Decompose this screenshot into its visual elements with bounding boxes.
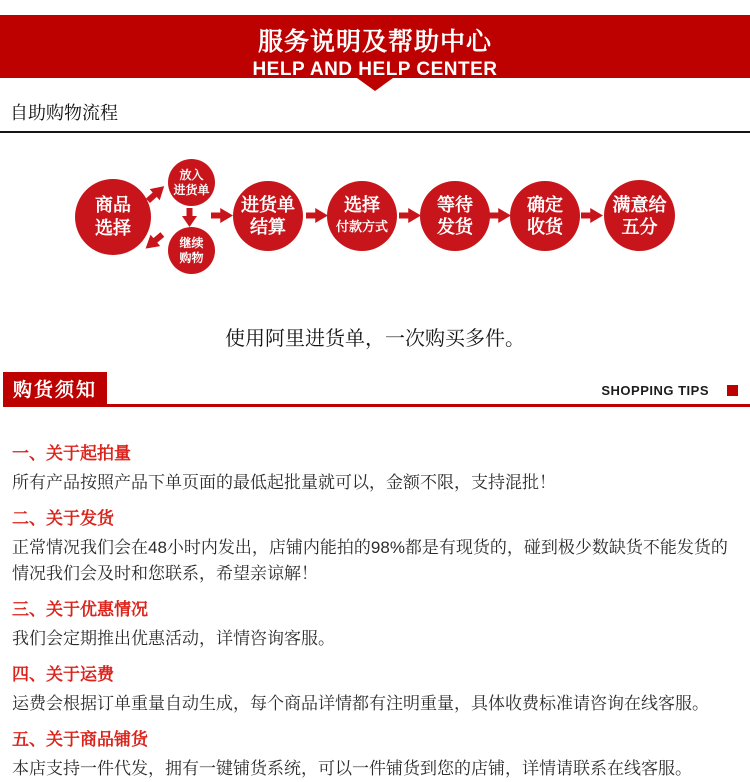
flow-step-five-star-rating — [604, 180, 675, 251]
flow-step-label: 结算 — [250, 217, 286, 237]
shopping-tips-section — [0, 372, 750, 782]
flow-step-order-checkout — [233, 181, 303, 251]
note-heading: 五、关于商品铺货 — [12, 730, 148, 749]
flow-step-label: 收货 — [527, 217, 563, 237]
tips-header-right — [601, 383, 750, 404]
flow-step-label: 选择 — [344, 195, 380, 215]
flow-caption: 使用阿里进货单，一次购买多件。 — [225, 328, 525, 350]
flow-step-continue-shopping — [168, 227, 215, 274]
flow-step-label: 五分 — [621, 216, 658, 237]
flow-step-product-select — [75, 179, 151, 255]
note-heading: 四、关于运费 — [12, 665, 114, 684]
arrow-right-icon — [211, 208, 233, 223]
arrow-right-icon — [489, 208, 511, 223]
process-flow-diagram — [0, 133, 750, 308]
flow-step-label: 满意给 — [612, 194, 667, 215]
flow-step-payment-method — [327, 181, 397, 251]
flow-step-wait-shipping — [420, 181, 490, 251]
flow-step-label: 购物 — [179, 250, 204, 265]
note-heading: 一、关于起拍量 — [12, 444, 131, 463]
page-title: 服务说明及帮助中心 — [257, 28, 492, 56]
header-banner — [0, 15, 750, 78]
tips-subtitle: SHOPPING TIPS — [601, 383, 709, 398]
flow-step-label: 选择 — [95, 218, 131, 238]
note-heading: 二、关于发货 — [12, 509, 114, 528]
flow-step-label: 放入 — [179, 167, 204, 182]
tips-notes-list — [0, 407, 750, 782]
note-distribution — [12, 725, 738, 782]
note-heading: 三、关于优惠情况 — [12, 600, 148, 619]
page-subtitle: HELP AND HELP CENTER — [252, 59, 498, 80]
arrow-right-icon — [581, 208, 603, 223]
flow-step-label: 确定 — [527, 195, 563, 215]
red-square-icon — [727, 385, 738, 396]
banner-pointer-down-icon — [357, 78, 393, 91]
flow-step-label: 付款方式 — [335, 219, 388, 234]
flow-step-label: 发货 — [437, 217, 473, 237]
shopping-process-section — [0, 78, 750, 351]
process-section-title: 自助购物流程 — [0, 78, 750, 133]
note-body: 运费会根据订单重量自动生成，每个商品详情都有注明重量，具体收费标准请咨询在线客服。 — [12, 694, 709, 713]
note-min-order — [12, 439, 738, 496]
flow-step-label: 进货单 — [241, 195, 295, 215]
arrow-right-icon — [306, 208, 328, 223]
tips-header-bar — [3, 372, 750, 407]
flow-step-confirm-receipt — [510, 181, 580, 251]
note-body: 所有产品按照产品下单页面的最低起批量就可以，金额不限，支持混批！ — [12, 473, 556, 492]
arrow-down-icon — [182, 208, 197, 227]
flow-step-label: 商品 — [95, 195, 131, 215]
tips-title-badge — [3, 372, 107, 404]
arrow-right-icon — [399, 208, 421, 223]
note-shipping — [12, 504, 738, 587]
tips-title: 购货须知 — [12, 379, 97, 401]
flow-step-label: 等待 — [437, 195, 473, 215]
flow-step-label: 进货单 — [173, 182, 210, 197]
note-body: 本店支持一件代发，拥有一键铺货系统，可以一件铺货到您的店铺，详情请联系在线客服。 — [12, 759, 692, 778]
flow-step-add-to-order — [168, 159, 215, 206]
help-center-page — [0, 15, 750, 778]
flow-step-label: 继续 — [179, 235, 204, 250]
note-promotions — [12, 595, 738, 652]
note-body: 我们会定期推出优惠活动，详情咨询客服。 — [12, 629, 335, 648]
note-body: 正常情况我们会在48小时内发出，店铺内能拍的98%都是有现货的，碰到极少数缺货不能发货的情况我们会及时和您联系，希望亲谅解！ — [12, 538, 728, 583]
note-freight — [12, 660, 738, 717]
